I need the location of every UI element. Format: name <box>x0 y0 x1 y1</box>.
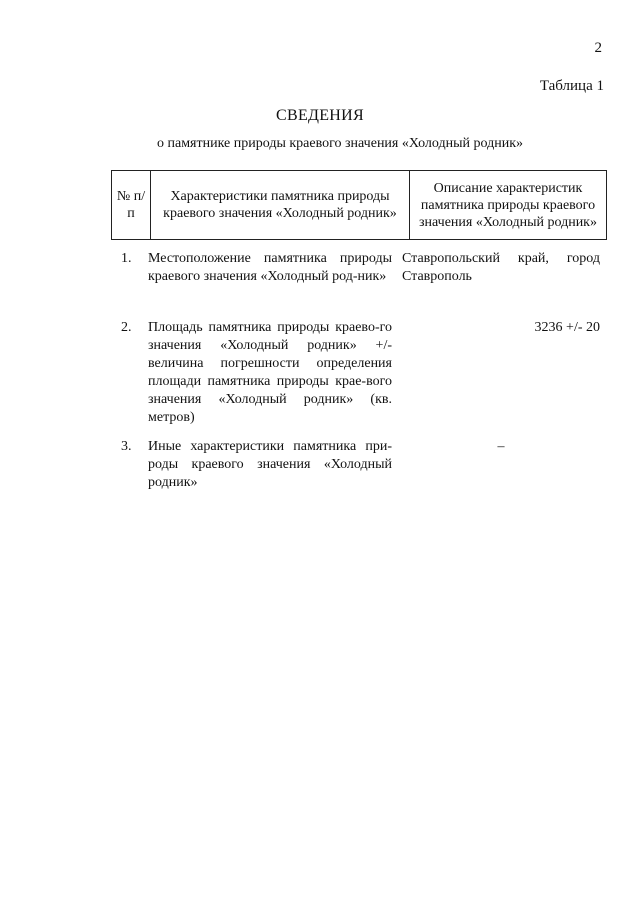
row-number: 1. <box>121 251 132 266</box>
row-description: 3236 +/- 20 <box>534 320 600 335</box>
row-characteristic: Местоположение памятника природы краевого значения «Холодный род-ник» <box>148 251 392 284</box>
table-label: Таблица 1 <box>539 78 604 94</box>
page-number: 2 <box>594 40 602 56</box>
header-description: Описание характеристик памятника природы краевого значения «Холодный родник» <box>410 171 607 240</box>
row-description: – <box>497 439 505 454</box>
row-description: Ставропольский край, город Ставрополь <box>402 251 600 284</box>
header-characteristics: Характеристики памятника природы краевого значения «Холодный родник» <box>151 171 410 240</box>
document-title: СВЕДЕНИЯ <box>276 107 364 124</box>
row-number: 2. <box>121 320 132 335</box>
table-header <box>111 170 607 240</box>
row-characteristic: Площадь памятника природы краево-го значения «Холодный родник» +/- величина погрешности определения площади памятника природы крае-вого значения «Холодный родник» (кв. метров) <box>148 320 392 425</box>
row-number: 3. <box>121 439 132 454</box>
document-subtitle: о памятнике природы краевого значения «Холодный родник» <box>156 136 524 151</box>
row-characteristic: Иные характеристики памятника при-роды краевого значения «Холодный родник» <box>148 439 392 490</box>
header-number: № п/п <box>112 171 151 240</box>
